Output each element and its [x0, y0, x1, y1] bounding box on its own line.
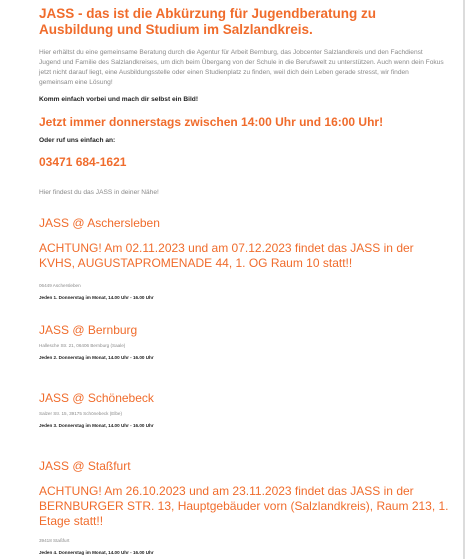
phone-number-link[interactable]: 03471 684-1621 [39, 155, 127, 169]
locations-intro: Hier findest du das JASS in deiner Nähe! [39, 189, 159, 196]
location-title: JASS @ Aschersleben [39, 216, 160, 230]
location-schoenebeck [39, 390, 449, 429]
call-label: Oder ruf uns einfach an: [39, 137, 116, 144]
location-aschersleben [39, 215, 449, 301]
cta-text: Komm einfach vorbei und mach dir selbst ein Bild! [39, 96, 199, 103]
location-hours: Jeden 4. Donnerstag im Monat, 14.00 Uhr - 16.00 Uhr [39, 550, 154, 555]
location-hours: Jeden 1. Donnerstag im Monat, 14.00 Uhr - 16.00 Uhr [39, 295, 154, 300]
opening-time-heading: Jetzt immer donnerstags zwischen 14:00 Uhr und 16:00 Uhr! [39, 115, 384, 129]
intro-text: Hier erhältst du eine gemeinsame Beratung durch die Agentur für Arbeit Bernburg, das Jobcenter Salzlandkreis und den Fachdienst Jugend und Familie des Salzlandkreises, um dich beim Übergang von der Schule in die Berufswelt zu unterstützen. Auch wenn dein Fokus jetzt nicht darauf liegt, eine Ausbildungsstelle oder einen Studienplatz zu finden, weil dich dein Leben gerade stresst, wir finden gemeinsam eine Lösung! [39, 49, 444, 86]
main-content [39, 6, 444, 198]
location-hours: Jeden 3. Donnerstag im Monat, 14.00 Uhr - 16.00 Uhr [39, 423, 154, 428]
location-address: 39418 Staßfurt [39, 538, 70, 543]
location-hours: Jeden 2. Donnerstag im Monat, 14.00 Uhr - 16.00 Uhr [39, 355, 154, 360]
location-address: 06449 Aschersleben [39, 283, 81, 288]
location-notice: ACHTUNG! Am 02.11.2023 und am 07.12.2023 findet das JASS in der KVHS, AUGUSTAPROMENADE 44, 1. OG Raum 10 statt!! [39, 241, 414, 270]
location-title: JASS @ Bernburg [39, 323, 138, 337]
location-address: Hallesche Str. 21, 06406 Bernburg (Saale) [39, 343, 126, 348]
location-stassfurt [39, 458, 449, 556]
location-bernburg [39, 322, 449, 361]
location-address: Salzer Str. 15, 39175 Schönebeck (Elbe) [39, 411, 122, 416]
location-title: JASS @ Staßfurt [39, 459, 131, 473]
location-title: JASS @ Schönebeck [39, 391, 154, 405]
location-notice: ACHTUNG! Am 26.10.2023 und am 23.11.2023 findet das JASS in der BERNBURGER STR. 13, Hauptgebäuder vorn (Salzlandkreis), Raum 213, 1. Etage statt!! [39, 484, 449, 528]
page-title: JASS - das ist die Abkürzung für Jugendberatung zu Ausbildung und Studium im Salzlandkreis. [39, 6, 377, 37]
